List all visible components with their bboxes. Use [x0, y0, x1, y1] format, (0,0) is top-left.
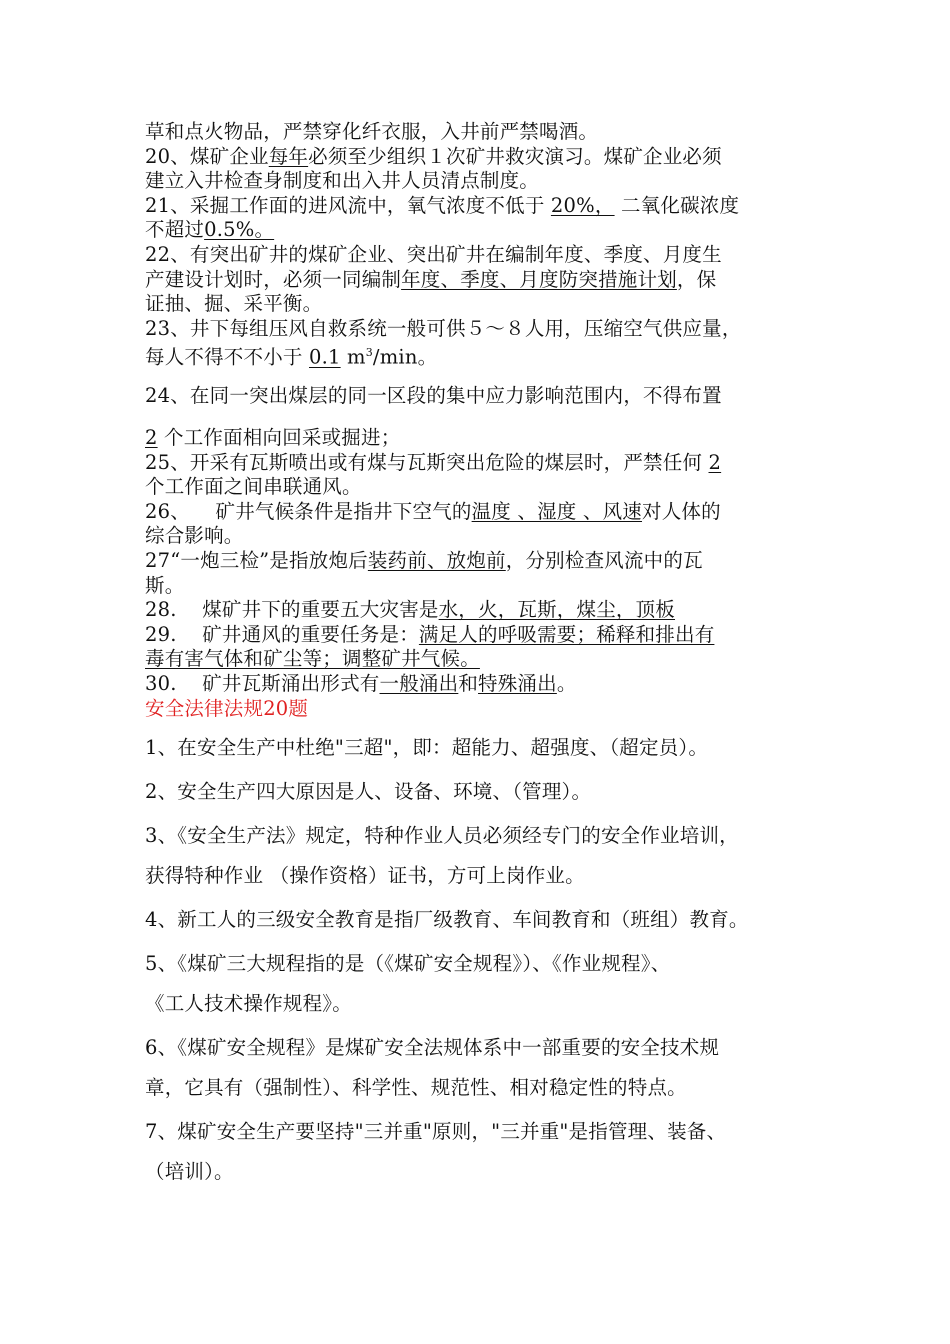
law-line: （培训）。: [145, 1160, 234, 1184]
law-line: 《工人技术操作规程》。: [145, 992, 352, 1016]
law-line: 7、煤矿安全生产要坚持"三并重"原则，"三并重"是指管理、装备、: [145, 1120, 727, 1144]
law-line: 1、在安全生产中杜绝"三超"，即：超能力、超强度、（超定员）。: [145, 736, 709, 760]
question-20: 20、煤矿企业每年必须至少组织１次矿井救灾演习。煤矿企业必须: [145, 144, 722, 168]
text-line: 草和点火物品，严禁穿化纤衣服，入井前严禁喝酒。: [145, 120, 599, 143]
question-20-cont: 建立入井检查身制度和出入井人员清点制度。: [145, 169, 540, 193]
question-22-cont: 产建设计划时，必须一同编制年度、季度、月度防突措施计划，保: [145, 267, 717, 291]
question-26: 26、 矿井气候条件是指井下空气的温度 、湿度 、风速对人体的: [145, 499, 721, 523]
question-25: 25、开采有瓦斯喷出或有煤与瓦斯突出危险的煤层时，严禁任何 2: [145, 450, 722, 474]
law-line: 6、《煤矿安全规程》是煤矿安全法规体系中一部重要的安全技术规: [145, 1036, 720, 1060]
question-29: 29. 矿井通风的重要任务是：满足人的呼吸需要；稀释和排出有: [145, 622, 715, 646]
section-heading: 安全法律法规20题: [145, 696, 309, 720]
law-line: 获得特种作业 （操作资格）证书，方可上岗作业。: [145, 864, 585, 888]
question-24-cont: 2 个工作面相向回采或掘进；: [145, 426, 401, 450]
question-22: 22、有突出矿井的煤矿企业、突出矿井在编制年度、季度、月度生: [145, 242, 722, 266]
question-24: 24、在同一突出煤层的同一区段的集中应力影响范围内，不得布置: [145, 384, 722, 408]
question-21-cont: 不超过0.5%。: [145, 218, 275, 242]
question-21: 21、采掘工作面的进风流中，氧气浓度不低于 20%， 二氧化碳浓度: [145, 193, 740, 217]
question-26-cont: 综合影响。: [145, 524, 244, 548]
question-30: 30. 矿井瓦斯涌出形式有一般涌出和特殊涌出。: [145, 671, 577, 695]
law-line: 章，它具有（强制性）、科学性、规范性、相对稳定性的特点。: [145, 1076, 687, 1100]
law-line: 2、安全生产四大原因是人、设备、环境、（管理）。: [145, 780, 592, 804]
question-27: 27“一炮三检”是指放炮后装药前、放炮前，分别检查风流中的瓦: [145, 549, 703, 572]
question-22-end: 证抽、掘、采平衡。: [145, 292, 323, 316]
question-28: 28. 煤矿井下的重要五大灾害是水，火，瓦斯，煤尘，顶板: [145, 598, 676, 622]
question-27-cont: 斯。: [145, 573, 185, 597]
law-line: 4、新工人的三级安全教育是指厂级教育、车间教育和（班组）教育。: [145, 908, 749, 932]
question-29-cont: 毒有害气体和矿尘等；调整矿井气候。: [145, 647, 480, 671]
question-25-cont: 个工作面之间串联通风。: [145, 475, 362, 499]
law-questions: [145, 729, 825, 1191]
law-line: 3、《安全生产法》规定，特种作业人员必须经专门的安全作业培训，: [145, 824, 739, 848]
document-page: [145, 120, 825, 1191]
law-line: 5、《煤矿三大规程指的是（《煤矿安全规程》）、《作业规程》、: [145, 952, 671, 976]
question-23-cont: 每人不得不不小于 0.1 $m^3/\min$。: [145, 345, 438, 369]
question-23: 23、井下每组压风自救系统一般可供５～８人用，压缩空气供应量，: [145, 316, 742, 340]
